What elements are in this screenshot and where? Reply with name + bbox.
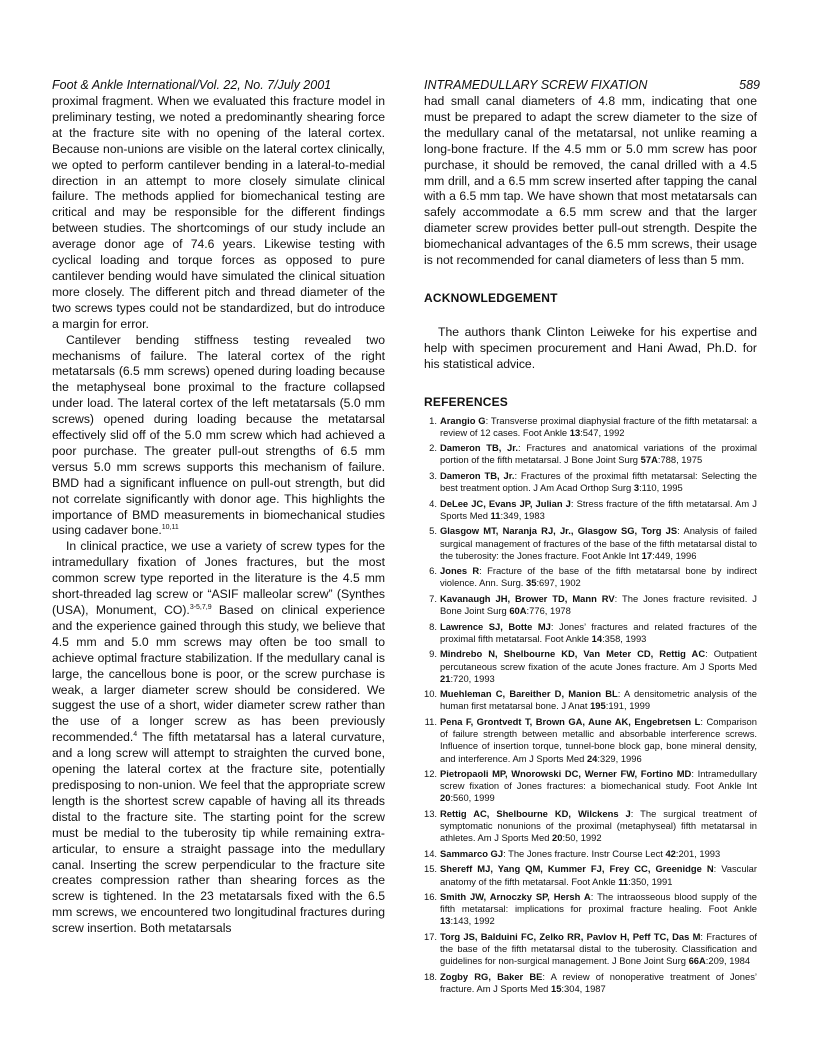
reference-number: 11. bbox=[424, 715, 437, 727]
reference-title: : Transverse proximal diaphysial fracture of the fifth metatarsal: a review of 12 cases. Foot Ankle bbox=[440, 414, 757, 438]
reference-pages: :449, 1996 bbox=[652, 549, 697, 561]
reference-item bbox=[424, 768, 757, 805]
reference-volume: 21 bbox=[440, 672, 451, 684]
reference-number: 15. bbox=[424, 863, 438, 875]
reference-number: 7. bbox=[429, 592, 437, 604]
reference-volume: 195 bbox=[590, 700, 606, 712]
reference-pages: :358, 1993 bbox=[602, 632, 647, 644]
reference-number: 14. bbox=[424, 847, 438, 859]
reference-authors: Smith JW, Arnoczky SP, Hersh A bbox=[440, 891, 591, 903]
reference-volume: 13 bbox=[440, 915, 451, 927]
reference-title: : A densitometric analysis of the human first metatarsal bone. J Anat bbox=[440, 688, 757, 712]
reference-volume: 13 bbox=[569, 426, 581, 438]
reference-pages: :329, 1996 bbox=[597, 752, 642, 764]
reference-authors: Dameron TB, Jr. bbox=[440, 442, 518, 454]
reference-title: : A review of nonoperative treatment of Jones’ fracture. Am J Sports Med bbox=[440, 970, 757, 995]
reference-item bbox=[424, 848, 757, 860]
reference-item bbox=[424, 442, 757, 466]
acknowledgement-heading: ACKNOWLEDGEMENT bbox=[424, 290, 558, 305]
reference-pages: :697, 1902 bbox=[536, 577, 581, 589]
reference-volume: 17 bbox=[641, 549, 653, 561]
reference-item bbox=[424, 971, 757, 995]
reference-item bbox=[424, 470, 757, 494]
reference-number: 9. bbox=[429, 648, 437, 660]
reference-item bbox=[424, 525, 757, 562]
reference-pages: :201, 1993 bbox=[675, 847, 721, 859]
reference-title: : The intraosseous blood supply of the fifth metatarsal: implications for proximal fracture healing. Foot Ankle bbox=[440, 891, 758, 915]
reference-item bbox=[424, 931, 757, 968]
reference-pages: :304, 1987 bbox=[561, 983, 606, 995]
reference-title: : Fractures of the base of the fifth metatarsal distal to the tuberosity. Classification and guidelines for non-surgical management. J Bone Joint Surg bbox=[440, 930, 757, 967]
running-header-title: INTRAMEDULLARY SCREW FIXATION bbox=[424, 78, 648, 92]
clinical-text-b: Based on clinical experience and the experience gained through this study, we believe that 4.5 mm and 5.0 mm screws may often be too small to achieve optimal fracture stabilization. If the medullary canal is large, the cancellous bone is poor, or the screw purchase is weak, a larger diameter screw should be considered. We suggest the use of a short, wider diameter screw rather than the use of a longer screw as has been previously recommended. bbox=[52, 603, 386, 745]
reference-list bbox=[424, 415, 757, 996]
reference-title: : Fracture of the base of the fifth metatarsal bone by indirect violence. Ann. Surg. bbox=[440, 565, 757, 589]
running-header-title-block bbox=[424, 78, 760, 92]
reference-number: 10. bbox=[424, 688, 438, 700]
reference-number: 3. bbox=[429, 469, 437, 481]
reference-volume: 35 bbox=[526, 577, 537, 589]
paragraph-failure-text: Cantilever bending stiffness testing revealed two mechanisms of failure. The lateral cortex of the right metatarsals (6.5 mm screws) opened during loading because the metaphyseal bone proximal to the fracture collapsed under load. The lateral cortex of the left metatarsals (5.0 mm screws) opened during loading because the metatarsal effectively slid off of the 5.0 mm screw which had achieved a poor purchase. The greater pull-out strengths of 6.5 mm versus 5.0 mm screws supports this mechanism of failure. BMD had a significant influence on pull-out strength, but did not correlate significantly with donor age. This highlights the importance of BMD measurements in biomechanical studies using cadaver bone. bbox=[52, 332, 385, 538]
running-header-journal: Foot & Ankle International/Vol. 22, No. 7/July 2001 bbox=[52, 78, 332, 92]
reference-volume: 66A bbox=[688, 955, 706, 967]
reference-volume: 11 bbox=[490, 509, 501, 521]
reference-authors: Kavanaugh JH, Brower TD, Mann RV bbox=[440, 592, 615, 604]
paragraph-canal-diameter: had small canal diameters of 4.8 mm, indicating that one must be prepared to adapt the screw diameter to the size of the medullary canal of the metatarsal, not unlike reaming a long-bone fracture. If the 4.5 mm or 5.0 mm screw has poor purchase, it should be removed, the canal drilled with a 4.5 mm drill, and a 6.5 mm screw inserted after tapping the canal with a 6.5 mm tap. We have shown that most metatarsals can safely accommodate a 6.5 mm screw and that the larger diameter screw provides better pull-out strength. Despite the biomechanical advantages of the 6.5 mm screws, their usage is not recommended for canal diameters of less than 5 mm. bbox=[424, 94, 757, 268]
reference-pages: :547, 1992 bbox=[580, 426, 625, 438]
reference-pages: :191, 1999 bbox=[605, 700, 651, 712]
reference-number: 13. bbox=[424, 807, 438, 819]
reference-title: : Analysis of failed surgical management of fractures of the base of the fifth metatarsal distal to the tuberosity: the Jones fracture. Foot Ankle Int bbox=[440, 525, 757, 561]
reference-authors: Dameron TB, Jr. bbox=[440, 469, 515, 481]
reference-number: 18. bbox=[424, 970, 438, 982]
reference-title: : Stress fracture of the fifth metatarsal. Am J Sports Med bbox=[440, 497, 757, 521]
reference-item bbox=[424, 593, 757, 617]
reference-title: : Fractures of the proximal fifth metatarsal: Selecting the best treatment option. J Am Acad Orthop Surg bbox=[440, 469, 757, 494]
reference-volume: 60A bbox=[509, 605, 527, 617]
reference-volume: 3 bbox=[633, 482, 640, 494]
reference-volume: 20 bbox=[552, 832, 563, 844]
reference-title: : Outpatient percutaneous screw fixation of the acute Jones fracture. Am J Sports Med bbox=[440, 648, 757, 672]
reference-title: : Fractures and anatomical variations of the proximal portion of the fifth metatarsal. J Bone Joint Surg bbox=[440, 442, 757, 466]
reference-authors: Rettig AC, Shelbourne KD, Wilckens J bbox=[440, 807, 631, 819]
reference-volume: 15 bbox=[550, 983, 562, 995]
reference-pages: :560, 1999 bbox=[450, 792, 495, 804]
reference-pages: :349, 1983 bbox=[500, 509, 545, 521]
reference-number: 17. bbox=[424, 930, 438, 942]
paragraph-continuation: proximal fragment. When we evaluated this fracture model in preliminary testing, we noted a predominantly shearing force at the fracture site with no opening of the lateral cortex. Because non-unions are visible on the lateral cortex clinically, we opted to perform cantilever bending in a lateral-to-medial direction in an attempt to more closely simulate clinical failure. The methods applied for biomechanical testing are critical and may be responsible for the different findings between studies. The shortcomings of our study include an average donor age of 74.6 years. Likewise testing with cyclical loading and torque forces as opposed to pure cantilever bending would have simulated the clinical situation more closely. The different pitch and thread diameter of the two screws types could not be standardized, but do introduce a margin for error. bbox=[52, 94, 385, 331]
reference-volume: 11 bbox=[618, 875, 629, 887]
reference-volume: 57A bbox=[640, 454, 658, 466]
clinical-text-a: In clinical practice, we use a variety of screw types for the intramedullary fixation of Jones fractures, but the most common screw type reported in the literature is the 4.5 mm short-threaded lag screw or “ASIF malleolar screw” (Synthes (USA), Monument, CO). bbox=[52, 539, 385, 617]
reference-number: 16. bbox=[424, 891, 438, 903]
reference-authors: Zogby RG, Baker BE bbox=[440, 970, 543, 982]
reference-authors: Torg JS, Balduini FC, Zelko RR, Pavlov H, Peff TC, Das M bbox=[440, 930, 701, 942]
reference-title: : Comparison of failure strength between metallic and absorbable interference screws. Influence of insertion torque, tunnel-bone block gap, bone mineral density, and interference. Am J Sports Med bbox=[440, 715, 757, 764]
reference-authors: DeLee JC, Evans JP, Julian J bbox=[440, 497, 571, 509]
reference-authors: Muehleman C, Bareither D, Manion BL bbox=[440, 688, 618, 700]
left-column bbox=[52, 94, 385, 937]
reference-authors: Sammarco GJ bbox=[440, 847, 504, 859]
reference-item bbox=[424, 415, 757, 439]
reference-authors: Pena F, Grontvedt T, Brown GA, Aune AK, Engebretsen L bbox=[440, 715, 701, 727]
reference-volume: 24 bbox=[586, 752, 598, 764]
page-number: 589 bbox=[739, 78, 760, 92]
reference-pages: :350, 1991 bbox=[628, 875, 673, 887]
acknowledgement-text: The authors thank Clinton Leiweke for his expertise and help with specimen procurement and Hani Awad, Ph.D. for his statistical advice. bbox=[424, 324, 757, 371]
reference-pages: :143, 1992 bbox=[450, 915, 495, 927]
reference-title: : Intramedullary screw fixation of Jones fractures: a biomechanical study. Foot Ankle Int bbox=[440, 768, 758, 792]
reference-item bbox=[424, 891, 757, 928]
reference-item bbox=[424, 621, 757, 645]
reference-pages: :50, 1992 bbox=[562, 832, 602, 844]
reference-pages: :776, 1978 bbox=[526, 605, 571, 617]
reference-number: 6. bbox=[429, 565, 437, 577]
reference-authors: Mindrebo N, Shelbourne KD, Van Meter CD, Rettig AC bbox=[440, 648, 706, 660]
reference-number: 12. bbox=[424, 768, 438, 780]
reference-pages: :110, 1995 bbox=[639, 482, 683, 494]
citation-superscript: 3-5,7,9 bbox=[189, 603, 212, 611]
reference-pages: :720, 1993 bbox=[450, 672, 495, 684]
reference-number: 2. bbox=[429, 442, 437, 454]
reference-title: : The surgical treatment of symptomatic nonunions of the proximal (metaphyseal) fifth metatarsal in athletes. Am J Sports Med bbox=[440, 807, 757, 844]
reference-title: : The Jones fracture revisited. J Bone Joint Surg bbox=[440, 592, 757, 617]
reference-item bbox=[424, 808, 757, 845]
reference-number: 1. bbox=[429, 414, 437, 426]
reference-authors: Lawrence SJ, Botte MJ bbox=[440, 620, 551, 632]
reference-number: 5. bbox=[429, 525, 437, 537]
reference-item bbox=[424, 648, 757, 685]
paragraph-failure-mechanisms bbox=[52, 333, 385, 540]
reference-item bbox=[424, 565, 757, 589]
citation-superscript: 10,11 bbox=[161, 524, 179, 532]
reference-number: 4. bbox=[429, 497, 437, 509]
reference-authors: Shereff MJ, Yang QM, Kummer FJ, Frey CC, Greenidge N bbox=[440, 863, 714, 875]
reference-title: : Jones’ fractures and related fractures of the proximal fifth metatarsal. Foot Ankle bbox=[440, 620, 757, 644]
reference-item bbox=[424, 716, 757, 765]
reference-item bbox=[424, 863, 757, 887]
clinical-text-c: The fifth metatarsal has a lateral curvature, and a long screw will attempt to straighten the curved bone, opening the lateral cortex at the fracture site, potentially predisposing to non-union. We feel that the appropriate screw length is the shortest screw capable of having all its threads distal to the fracture site. The starting point for the screw must be medial to the tuberosity tip while remaining extra-articular, to ensure a straight passage into the medullary canal. Inserting the screw perpendicular to the fracture site creates compression rather than shearing forces as the screw is tightened. In the 23 metatarsals fixed with the 6.5 mm screws, we encountered two longitudinal fractures during screw insertion. Both metatarsals bbox=[52, 730, 385, 936]
reference-authors: Glasgow MT, Naranja RJ, Jr., Glasgow SG, Torg JS bbox=[440, 525, 678, 537]
reference-authors: Arangio G bbox=[440, 414, 486, 426]
citation-superscript: 4 bbox=[133, 731, 138, 739]
reference-volume: 14 bbox=[591, 632, 603, 644]
reference-pages: :788, 1975 bbox=[657, 454, 703, 466]
reference-volume: 42 bbox=[665, 847, 676, 859]
right-column bbox=[424, 94, 757, 999]
reference-item bbox=[424, 498, 757, 522]
reference-pages: :209, 1984 bbox=[705, 955, 751, 967]
reference-authors: Pietropaoli MP, Wnorowski DC, Werner FW, Fortino MD bbox=[440, 768, 692, 780]
reference-title: : The Jones fracture. Instr Course Lect bbox=[503, 847, 666, 859]
reference-item bbox=[424, 688, 757, 712]
reference-number: 8. bbox=[429, 620, 437, 632]
paragraph-clinical-practice bbox=[52, 539, 385, 937]
reference-title: : Vascular anatomy of the fifth metatarsal. Foot Ankle bbox=[440, 863, 757, 887]
reference-authors: Jones R bbox=[440, 565, 480, 577]
reference-volume: 20 bbox=[440, 792, 451, 804]
references-heading: REFERENCES bbox=[424, 394, 509, 409]
